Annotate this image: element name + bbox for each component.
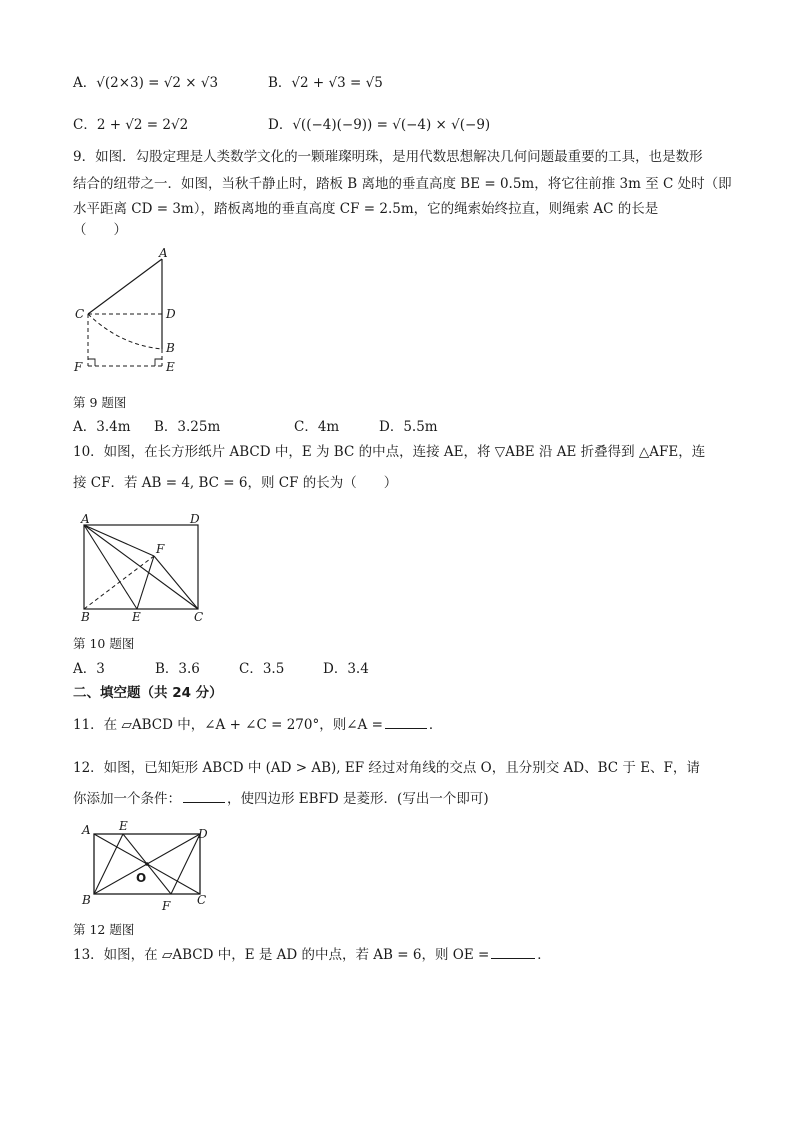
q10-option-a: A．3	[73, 661, 105, 677]
q11-text-after: ．	[428, 717, 443, 733]
q11-answer-blank[interactable]	[385, 716, 427, 729]
q9-label-c: C	[75, 307, 85, 321]
q13-text-before: 13．如图，在 ▱ABCD 中，E 是 AD 的中点，若 AB = 6，则 OE =	[73, 947, 490, 963]
q11-text	[73, 716, 442, 734]
q9-swing-figure	[70, 245, 190, 375]
q10-label-a: A	[81, 512, 90, 526]
q9-text-line-3: 水平距离 CD = 3m），踏板离地的垂直高度 CF = 2.5m，它的绳索始终拉直，则绳索 AC 的长是	[73, 201, 659, 217]
q9-text-line-2: 结合的纽带之一．如图，当秋千静止时，踏板 B 离地的垂直高度 BE = 0.5m，将它往前推 3m 至 C 处时（即	[73, 176, 732, 192]
q9-option-b: B．3.25m	[154, 419, 221, 435]
q9-answer-brackets: （ ）	[73, 222, 127, 238]
q12-label-o: O	[136, 871, 147, 885]
q11-text-before: 11．在 ▱ABCD 中，∠A + ∠C = 270°，则∠A =	[73, 717, 383, 733]
q10-dashed-bf	[84, 556, 154, 609]
q9-right-angle-e	[155, 359, 162, 366]
q13-text	[73, 946, 551, 964]
q9-figure-caption: 第 9 题图	[73, 395, 127, 410]
q12-label-b: B	[82, 893, 91, 907]
q9-label-e: E	[166, 360, 175, 374]
q9-label-b: B	[166, 341, 175, 355]
q9-label-f: F	[74, 360, 83, 374]
q12-label-d: D	[198, 827, 208, 841]
q12-text-before: 你添加一个条件：	[73, 791, 181, 807]
q13-text-after: ．	[537, 947, 551, 963]
q12-text-after: ，使四边形 EBFD 是菱形．(写出一个即可)	[227, 791, 489, 807]
q9-option-c: C．4m	[294, 419, 340, 435]
q12-line-fd	[171, 834, 200, 894]
q10-rectangle-figure	[76, 513, 216, 625]
q12-point-o	[145, 862, 149, 866]
q8-option-c: C．2 + √2 = 2√2	[73, 117, 189, 133]
q13-answer-blank[interactable]	[491, 946, 535, 959]
q9-label-d: D	[166, 307, 176, 321]
q12-label-a: A	[82, 823, 91, 837]
q9-option-d: D．5.5m	[379, 419, 438, 435]
q12-figure-caption: 第 12 题图	[73, 922, 135, 937]
section-2-heading: 二、填空题（共 24 分）	[73, 685, 223, 701]
q9-rope-ac	[88, 259, 162, 314]
q8-option-b: B．√2 + √3 = √5	[268, 75, 383, 91]
q12-label-e: E	[119, 819, 128, 833]
q10-text-line-1: 10．如图，在长方形纸片 ABCD 中，E 为 BC 的中点，连接 AE，将 ▽ABE 沿 AE 折叠得到 △AFE，连	[73, 444, 706, 460]
q10-text-line-2: 接 CF．若 AB = 4, BC = 6，则 CF 的长为（ ）	[73, 475, 398, 491]
q9-option-a: A．3.4m	[73, 419, 131, 435]
q12-answer-blank[interactable]	[183, 790, 225, 803]
q9-label-a: A	[159, 246, 168, 260]
q9-text-line-1: 9．如图．勾股定理是人类数学文化的一颗璀璨明珠，是用代数思想解决几何问题最重要的工具，也是数形	[73, 149, 703, 165]
q12-text-line-2	[73, 790, 489, 808]
q8-option-a: A．√(2×3) = √2 × √3	[73, 75, 219, 91]
q10-figure-caption: 第 10 题图	[73, 636, 135, 651]
q8-option-d: D．√((−4)(−9)) = √(−4) × √(−9)	[268, 117, 491, 133]
q10-label-c: C	[194, 610, 204, 624]
q12-rectangle-figure	[76, 818, 216, 918]
q10-label-e: E	[132, 610, 141, 624]
q9-right-angle-f	[88, 359, 95, 366]
q9-dashed-arc	[88, 314, 162, 349]
q10-line-ef	[137, 556, 154, 609]
q12-text-line-1: 12．如图，已知矩形 ABCD 中 (AD > AB), EF 经过对角线的交点 O，且分别交 AD、BC 于 E、F，请	[73, 760, 700, 776]
q10-option-d: D．3.4	[323, 661, 369, 677]
q12-line-be	[94, 834, 123, 894]
q10-line-fc	[154, 556, 198, 609]
q12-label-c: C	[197, 893, 207, 907]
q10-option-c: C．3.5	[239, 661, 285, 677]
q10-label-f: F	[156, 542, 165, 556]
q10-line-ae	[84, 525, 137, 609]
q10-label-d: D	[190, 512, 200, 526]
q12-label-f: F	[162, 899, 171, 913]
q10-option-b: B．3.6	[155, 661, 200, 677]
q10-label-b: B	[81, 610, 90, 624]
